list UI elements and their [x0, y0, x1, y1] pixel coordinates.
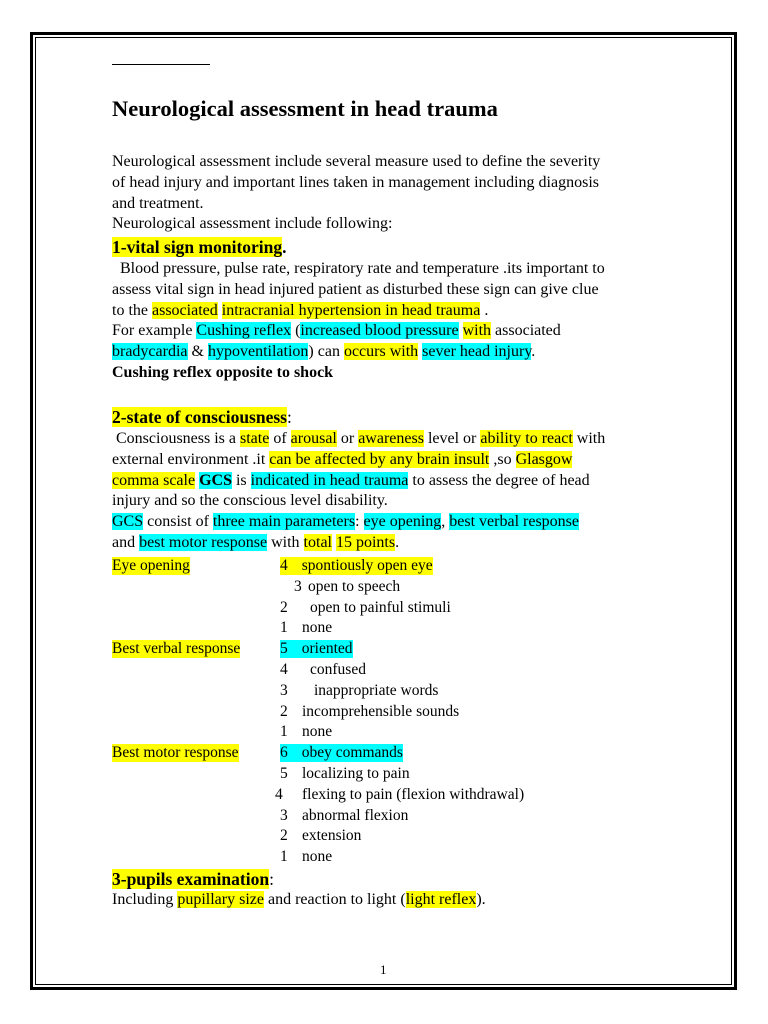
text-line: [112, 472, 672, 493]
text-run: Neurological assessment include several measure used to define the severity: [112, 153, 601, 170]
text-run: Consciousness is a: [112, 430, 240, 447]
highlighted-text: Glasgow: [515, 450, 573, 468]
highlighted-text: pupillary size: [177, 891, 264, 908]
text-run: ,: [441, 513, 450, 531]
gcs-score: 1: [280, 619, 288, 637]
gcs-score: 5: [280, 765, 288, 782]
text-line: [112, 195, 672, 216]
gcs-score: 5: [280, 640, 288, 658]
text-line: [112, 891, 672, 912]
gcs-score: 3: [294, 577, 302, 595]
gcs-score: 4: [280, 557, 288, 574]
highlighted-text: GCS: [199, 471, 232, 489]
text-run: and treatment.: [112, 194, 204, 212]
section-2-body: [112, 430, 672, 555]
highlighted-text: 3-pupils examination: [112, 869, 270, 889]
gcs-score: 6: [280, 744, 288, 762]
page-number: 1: [380, 962, 387, 977]
text-run: and reaction to light (: [263, 891, 406, 908]
text-line: [112, 513, 672, 534]
gcs-description: none: [302, 848, 333, 866]
highlighted-text: comma scale: [112, 471, 196, 489]
text-line: [112, 153, 672, 174]
highlighted-text: 2-state of consciousness: [112, 407, 287, 427]
gcs-description: obey commands: [301, 744, 403, 762]
text-line: [112, 430, 672, 451]
text-line: [112, 215, 672, 236]
text-run: Blood pressure, pulse rate, respiratory rate and temperature .its important to: [112, 260, 605, 277]
text-run: &: [187, 343, 208, 361]
gcs-description: extension: [302, 827, 362, 845]
highlighted-text: total: [303, 533, 332, 551]
gcs-description: none: [302, 619, 333, 637]
highlighted-text: indicated in head trauma: [250, 471, 409, 489]
highlighted-text: bradycardia: [112, 343, 188, 361]
highlighted-text: hypoventilation: [207, 343, 309, 361]
highlighted-text: associated: [152, 301, 218, 319]
gcs-score: 2: [280, 702, 288, 720]
text-line: [112, 343, 672, 364]
gcs-description: incomprehensible sounds: [302, 702, 460, 720]
text-run: level or: [423, 430, 481, 447]
highlighted-text: light reflex: [405, 891, 477, 908]
gcs-best-score-highlight: [280, 557, 433, 575]
highlighted-text: best motor response: [139, 533, 268, 551]
text-line: [112, 492, 672, 513]
gcs-category-label: Best verbal response: [112, 640, 241, 658]
text-run: Neurological assessment include following:: [112, 215, 393, 233]
text-run: [459, 322, 463, 339]
text-run: with: [572, 430, 606, 447]
gcs-score: 1: [280, 723, 288, 741]
text-run: injury and so the conscious level disability.: [112, 492, 388, 510]
text-run: with: [267, 533, 304, 551]
gcs-description: oriented: [301, 640, 353, 658]
gcs-description: confused: [310, 661, 366, 678]
page-title: Neurological assessment in head trauma: [112, 96, 498, 121]
text-line: [112, 364, 672, 385]
gcs-score: 4: [275, 785, 283, 803]
text-line: [112, 260, 672, 281]
text-line: [112, 534, 672, 555]
text-run: ,so: [489, 450, 516, 468]
text-run: to assess the degree of head: [408, 471, 590, 489]
text-run: Cushing reflex opposite to shock: [112, 363, 334, 381]
gcs-category-label: Best motor response: [112, 744, 239, 762]
text-run: consist of: [143, 513, 213, 531]
gcs-description: open to speech: [308, 577, 401, 595]
text-run: of head injury and important lines taken in management including diagnosis: [112, 173, 599, 191]
text-run: .: [480, 301, 489, 319]
highlighted-text: sever head injury: [422, 343, 532, 361]
text-line: [112, 302, 672, 323]
section-3-heading: [112, 869, 672, 890]
gcs-category-label: Eye opening: [112, 557, 190, 574]
text-run: (: [291, 322, 301, 340]
highlighted-text: 15 points: [335, 533, 396, 551]
section-1-heading: [112, 237, 672, 258]
highlighted-text: awareness: [358, 430, 424, 447]
text-run: is: [231, 471, 251, 489]
highlighted-text: three main parameters: [212, 513, 356, 531]
gcs-description: flexing to pain (flexion withdrawal): [302, 785, 525, 803]
highlighted-text: occurs with: [343, 343, 419, 361]
text-run: ) can: [308, 343, 344, 361]
text-run: and: [112, 533, 140, 551]
highlighted-text: can be affected by any brain insult: [269, 450, 490, 468]
gcs-best-score-highlight: [280, 744, 403, 762]
gcs-score: 2: [280, 598, 288, 616]
highlighted-text: state: [240, 430, 270, 447]
section-2-heading: [112, 407, 672, 428]
section-1-body: [112, 260, 672, 385]
text-run: :: [287, 407, 292, 427]
text-run: :: [269, 869, 274, 889]
text-run: of: [269, 430, 291, 447]
text-run: associated: [491, 322, 561, 340]
gcs-description: inappropriate words: [314, 681, 439, 699]
text-run: .: [531, 343, 536, 361]
highlighted-text: GCS: [112, 513, 144, 531]
gcs-score: 3: [280, 806, 288, 824]
header-rule: [112, 64, 210, 65]
highlighted-text: ability to react: [480, 430, 573, 447]
text-run: to the: [112, 301, 152, 319]
gcs-description: localizing to pain: [302, 765, 410, 782]
gcs-description: open to painful stimuli: [310, 598, 451, 616]
text-run: ).: [476, 891, 486, 908]
text-line: [112, 174, 672, 195]
text-line: [112, 451, 672, 472]
highlighted-text: increased blood pressure: [300, 322, 459, 340]
text-line: [112, 281, 672, 302]
highlighted-text: intracranial hypertension in head trauma: [221, 301, 481, 319]
highlighted-text: best verbal response: [449, 513, 579, 531]
gcs-score: 3: [280, 681, 288, 699]
highlighted-text: Cushing reflex: [196, 322, 292, 340]
highlighted-text: arousal: [290, 430, 337, 447]
highlighted-text: eye opening: [363, 513, 442, 531]
section-3-body: [112, 891, 672, 912]
text-run: assess vital sign in head injured patient as disturbed these sign can give clue: [112, 280, 599, 298]
text-line: [112, 322, 672, 343]
text-run: For example: [112, 322, 197, 340]
text-run: or: [336, 430, 359, 447]
gcs-score: 4: [280, 661, 288, 678]
text-run: external environment .it: [112, 450, 270, 468]
text-run: Including: [112, 891, 178, 908]
text-run: .: [282, 237, 287, 257]
highlighted-text: 1-vital sign monitoring: [112, 237, 283, 257]
text-run: .: [395, 533, 400, 551]
highlighted-text: with: [462, 322, 492, 340]
gcs-score: 1: [280, 848, 288, 866]
gcs-score: 2: [280, 827, 288, 845]
gcs-description: spontiously open eye: [301, 557, 433, 574]
intro-paragraph: [112, 153, 672, 236]
gcs-description: none: [302, 723, 333, 741]
gcs-best-score-highlight: [280, 640, 353, 658]
gcs-description: abnormal flexion: [302, 806, 409, 824]
text-run: :: [355, 513, 364, 531]
